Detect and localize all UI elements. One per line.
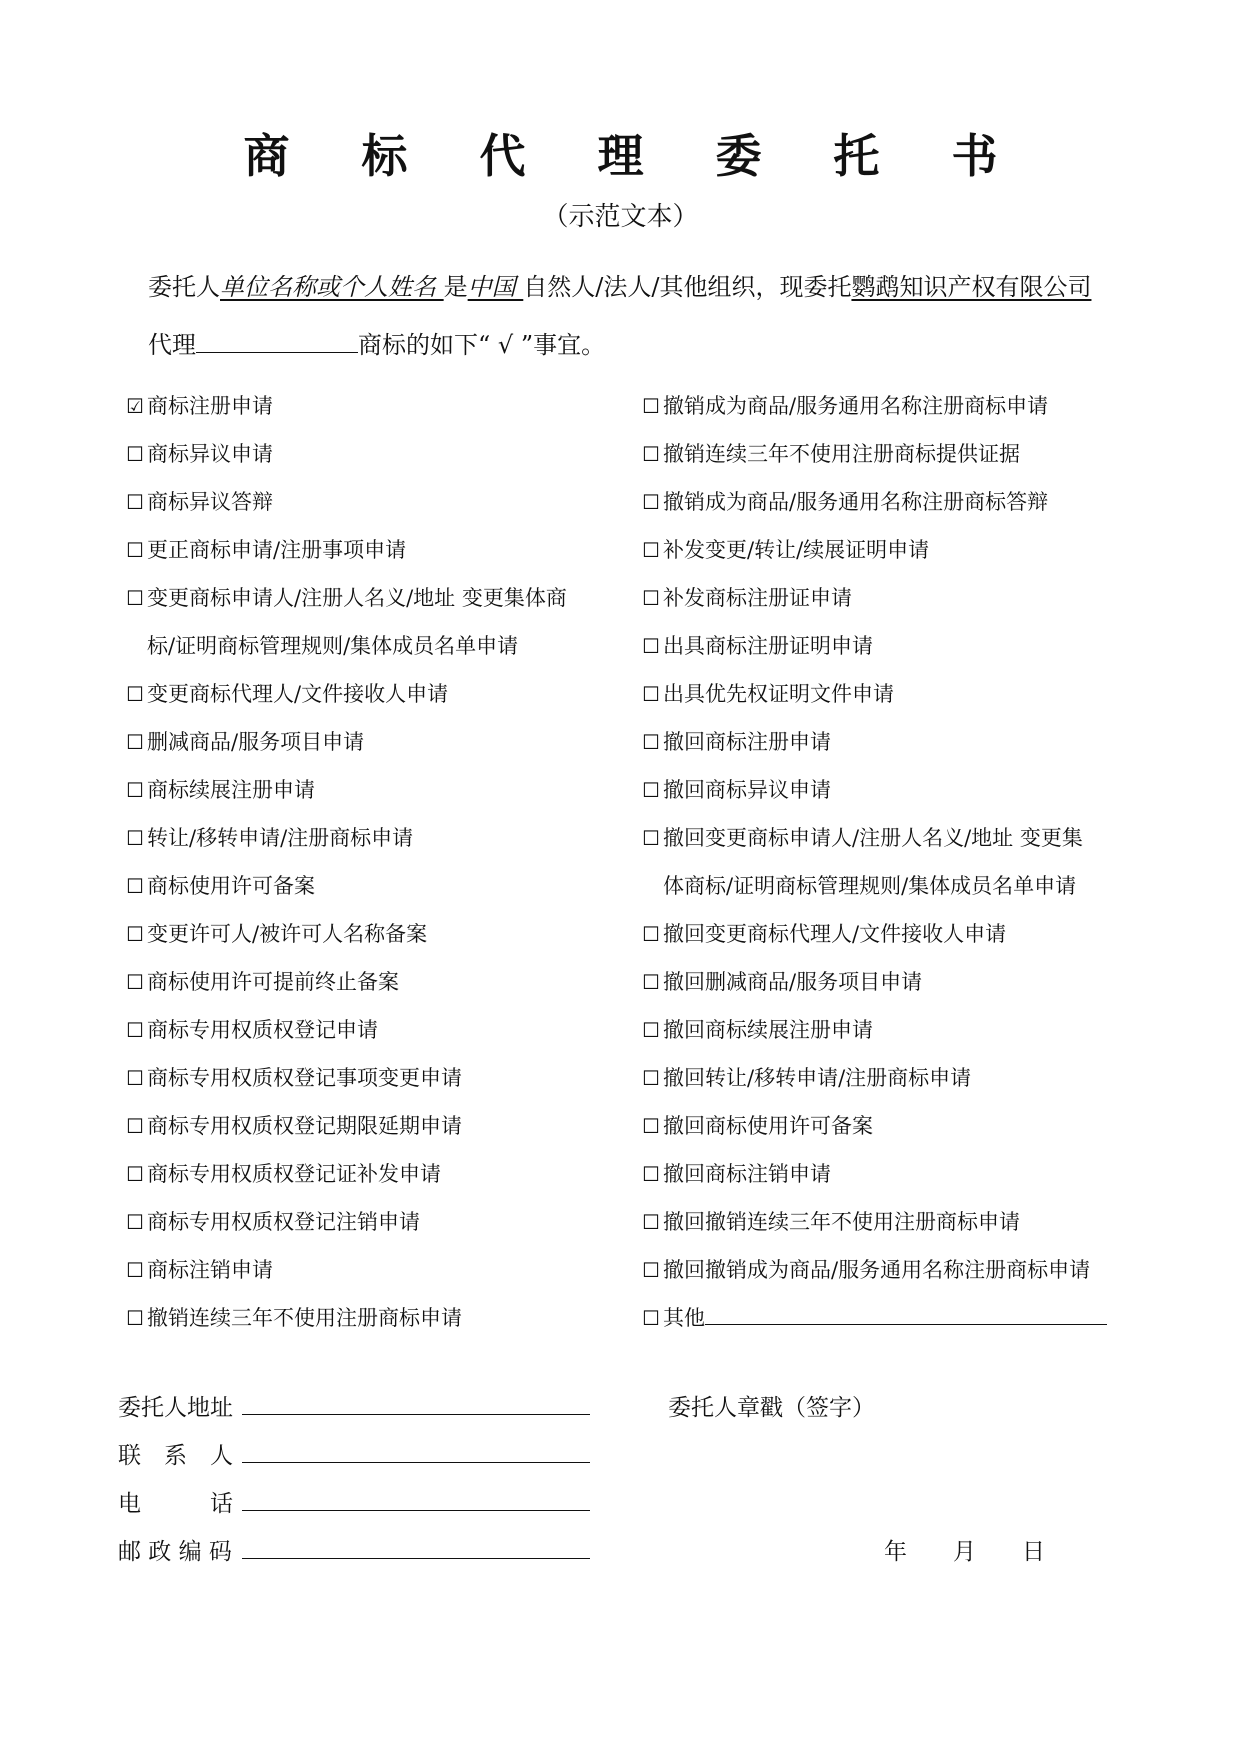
item-label: 变更商标代理人/文件接收人申请 xyxy=(147,682,449,706)
item-label: 体商标/证明商标管理规则/集体成员名单申请 xyxy=(663,874,1077,898)
checklist-item[interactable] xyxy=(642,622,1122,670)
checkbox-icon[interactable]: ☐ xyxy=(126,1162,144,1186)
checkbox-icon[interactable]: ☐ xyxy=(642,1114,660,1138)
client-country-field[interactable]: 中国 xyxy=(467,273,524,301)
checklist-item[interactable] xyxy=(642,1246,1122,1294)
checkbox-icon[interactable]: ☐ xyxy=(126,1210,144,1234)
address-label: 委托人地址 xyxy=(118,1395,233,1421)
checkbox-icon[interactable]: ☐ xyxy=(126,1114,144,1138)
agent-name-field[interactable]: 鹦鹉知识产权有限公司 xyxy=(851,273,1092,301)
item-label: 商标专用权质权登记申请 xyxy=(147,1018,378,1042)
document-title: 商 标 代 理 委 托 书 xyxy=(243,129,1026,183)
document-subtitle: （示范文本） xyxy=(542,202,699,232)
checkbox-icon[interactable]: ☐ xyxy=(642,1306,660,1330)
checkbox-icon[interactable]: ☐ xyxy=(642,1258,660,1282)
other-input-line[interactable] xyxy=(705,1302,1107,1325)
checkbox-icon[interactable]: ☐ xyxy=(642,922,660,946)
checklist-item[interactable] xyxy=(126,814,626,862)
item-label: 撤回变更商标代理人/文件接收人申请 xyxy=(663,922,1007,946)
item-label: 更正商标申请/注册事项申请 xyxy=(147,538,407,562)
checklist-item[interactable] xyxy=(642,1054,1122,1102)
checklist-item[interactable] xyxy=(642,1198,1122,1246)
intro-text-4: 代理 xyxy=(148,331,196,359)
checklist-item[interactable] xyxy=(126,766,626,814)
item-label: 补发商标注册证申请 xyxy=(663,586,852,610)
checkbox-icon[interactable]: ☐ xyxy=(126,1258,144,1282)
checkbox-icon[interactable]: ☐ xyxy=(642,394,660,418)
checkbox-icon[interactable]: ☐ xyxy=(642,1162,660,1186)
checkbox-icon[interactable]: ☐ xyxy=(126,490,144,514)
checklist-item[interactable] xyxy=(642,718,1122,766)
intro-text-1: 委托人 xyxy=(148,273,220,301)
checklist-item[interactable] xyxy=(126,1294,626,1342)
contact-label: 联 系 人 xyxy=(118,1443,233,1469)
item-label: 商标专用权质权登记事项变更申请 xyxy=(147,1066,462,1090)
checkbox-icon[interactable]: ☐ xyxy=(126,682,144,706)
address-row xyxy=(118,1384,590,1432)
checkbox-icon[interactable]: ☐ xyxy=(126,778,144,802)
phone-field[interactable] xyxy=(242,1488,590,1511)
checkbox-icon[interactable]: ☐ xyxy=(642,730,660,754)
checklist-item[interactable] xyxy=(126,958,626,1006)
checkbox-icon[interactable]: ☐ xyxy=(126,586,144,610)
item-label: 商标专用权质权登记期限延期申请 xyxy=(147,1114,462,1138)
item-label: 撤回商标注销申请 xyxy=(663,1162,831,1186)
date-line xyxy=(884,1528,1045,1576)
checkbox-icon[interactable]: ☐ xyxy=(126,874,144,898)
checklist-item[interactable] xyxy=(126,382,626,430)
checklist-item-continuation xyxy=(642,862,1122,910)
item-label: 其他 xyxy=(663,1306,705,1330)
day-label: 日 xyxy=(1022,1539,1045,1565)
item-label: 撤回商标续展注册申请 xyxy=(663,1018,873,1042)
postcode-row xyxy=(118,1528,590,1576)
checkbox-icon[interactable]: ☐ xyxy=(642,634,660,658)
checklist-item[interactable] xyxy=(642,766,1122,814)
intro-text-2: 是 xyxy=(443,273,468,301)
checklist-item[interactable] xyxy=(126,1054,626,1102)
footer-fields xyxy=(118,1384,590,1576)
checklist-item[interactable] xyxy=(126,1246,626,1294)
item-label: 商标异议答辩 xyxy=(147,490,273,514)
checkbox-icon[interactable]: ☐ xyxy=(126,826,144,850)
checkbox-icon[interactable]: ☐ xyxy=(642,442,660,466)
item-label: 撤回撤销连续三年不使用注册商标申请 xyxy=(663,1210,1020,1234)
checkbox-icon[interactable]: ☐ xyxy=(126,442,144,466)
checklist-item[interactable] xyxy=(642,478,1122,526)
checklist-item[interactable] xyxy=(642,382,1122,430)
item-label: 商标注册申请 xyxy=(147,394,273,418)
checklist-item[interactable] xyxy=(126,718,626,766)
item-label: 撤回商标异议申请 xyxy=(663,778,831,802)
checklist-item[interactable] xyxy=(642,574,1122,622)
phone-row xyxy=(118,1480,590,1528)
checklist-item-other[interactable] xyxy=(642,1294,1122,1342)
item-label: 商标使用许可提前终止备案 xyxy=(147,970,399,994)
intro-text-3: 自然人/法人/其他组织，现委托 xyxy=(523,273,852,301)
checklist-item[interactable] xyxy=(126,574,626,622)
item-label: 撤销成为商品/服务通用名称注册商标申请 xyxy=(663,394,1049,418)
checklist-item[interactable] xyxy=(126,862,626,910)
intro-paragraph xyxy=(148,258,1108,374)
seal-signature-label: 委托人章戳（签字） xyxy=(668,1395,875,1421)
client-name-field[interactable]: 单位名称或个人姓名 xyxy=(220,273,444,301)
checkbox-icon[interactable]: ☐ xyxy=(642,1066,660,1090)
checkbox-icon[interactable]: ☐ xyxy=(642,778,660,802)
checklist-item[interactable] xyxy=(642,1006,1122,1054)
checklist-item[interactable] xyxy=(126,1006,626,1054)
checkbox-icon[interactable]: ☐ xyxy=(642,538,660,562)
item-label: 撤回变更商标申请人/注册人名义/地址 变更集 xyxy=(663,826,1083,850)
checkbox-icon[interactable]: ☐ xyxy=(642,1210,660,1234)
item-label: 撤销连续三年不使用注册商标提供证据 xyxy=(663,442,1020,466)
address-field[interactable] xyxy=(242,1392,590,1415)
checklist-item[interactable] xyxy=(642,1102,1122,1150)
checkbox-icon[interactable]: ☐ xyxy=(126,730,144,754)
checklist-item[interactable] xyxy=(126,670,626,718)
contact-field[interactable] xyxy=(242,1440,590,1463)
checkbox-icon[interactable]: ☐ xyxy=(126,1066,144,1090)
checklist-item-continuation xyxy=(126,622,626,670)
item-label: 商标专用权质权登记注销申请 xyxy=(147,1210,420,1234)
checklist-item[interactable] xyxy=(642,526,1122,574)
item-label: 撤销成为商品/服务通用名称注册商标答辩 xyxy=(663,490,1049,514)
checklist-item[interactable] xyxy=(642,670,1122,718)
item-label: 转让/移转申请/注册商标申请 xyxy=(147,826,414,850)
left-checklist xyxy=(126,382,626,1342)
checklist-item[interactable] xyxy=(126,478,626,526)
checklist-item[interactable] xyxy=(126,430,626,478)
trademark-blank-field[interactable] xyxy=(196,328,358,353)
intro-text-5: 商标的如下“ √ ”事宜。 xyxy=(358,331,606,359)
item-label: 撤回撤销成为商品/服务通用名称注册商标申请 xyxy=(663,1258,1091,1282)
item-label: 变更商标申请人/注册人名义/地址 变更集体商 xyxy=(147,586,567,610)
checkbox-icon[interactable]: ☐ xyxy=(126,1306,144,1330)
checklist-item[interactable] xyxy=(642,910,1122,958)
item-label: 商标使用许可备案 xyxy=(147,874,315,898)
checklist-item[interactable] xyxy=(126,526,626,574)
item-label: 变更许可人/被许可人名称备案 xyxy=(147,922,428,946)
item-label: 出具优先权证明文件申请 xyxy=(663,682,894,706)
year-label: 年 xyxy=(884,1539,907,1565)
checklist-item[interactable] xyxy=(642,958,1122,1006)
checkbox-icon[interactable]: ☐ xyxy=(642,490,660,514)
item-label: 删减商品/服务项目申请 xyxy=(147,730,365,754)
item-label: 撤回商标注册申请 xyxy=(663,730,831,754)
checkbox-icon[interactable]: ☐ xyxy=(642,682,660,706)
item-label: 补发变更/转让/续展证明申请 xyxy=(663,538,930,562)
item-label: 商标专用权质权登记证补发申请 xyxy=(147,1162,441,1186)
checkbox-icon[interactable]: ☐ xyxy=(126,922,144,946)
item-label: 撤回商标使用许可备案 xyxy=(663,1114,873,1138)
item-label: 撤回删减商品/服务项目申请 xyxy=(663,970,923,994)
checkbox-icon[interactable]: ☐ xyxy=(642,1018,660,1042)
right-checklist xyxy=(642,382,1122,1342)
item-label: 撤回转让/移转申请/注册商标申请 xyxy=(663,1066,972,1090)
item-label: 出具商标注册证明申请 xyxy=(663,634,873,658)
item-label: 标/证明商标管理规则/集体成员名单申请 xyxy=(147,634,519,658)
checklist-item[interactable] xyxy=(642,814,1122,862)
month-label: 月 xyxy=(953,1539,976,1565)
checkbox-icon[interactable]: ☐ xyxy=(642,970,660,994)
item-label: 商标异议申请 xyxy=(147,442,273,466)
checked-box-icon[interactable]: ☑ xyxy=(126,394,144,418)
checklist-item[interactable] xyxy=(642,430,1122,478)
postcode-label: 邮 政 编 码 xyxy=(118,1539,232,1565)
checkbox-icon[interactable]: ☐ xyxy=(642,586,660,610)
checklist-item[interactable] xyxy=(126,1102,626,1150)
checkbox-icon[interactable]: ☐ xyxy=(126,970,144,994)
postcode-field[interactable] xyxy=(242,1536,590,1559)
checkbox-icon[interactable]: ☐ xyxy=(642,826,660,850)
item-label: 商标注销申请 xyxy=(147,1258,273,1282)
checklist-item[interactable] xyxy=(126,1150,626,1198)
item-label: 撤销连续三年不使用注册商标申请 xyxy=(147,1306,462,1330)
checklist-item[interactable] xyxy=(126,1198,626,1246)
phone-label: 电 话 xyxy=(118,1491,233,1517)
contact-row xyxy=(118,1432,590,1480)
checklist-item[interactable] xyxy=(126,910,626,958)
checklist-item[interactable] xyxy=(642,1150,1122,1198)
checkbox-icon[interactable]: ☐ xyxy=(126,538,144,562)
checkbox-icon[interactable]: ☐ xyxy=(126,1018,144,1042)
item-label: 商标续展注册申请 xyxy=(147,778,315,802)
